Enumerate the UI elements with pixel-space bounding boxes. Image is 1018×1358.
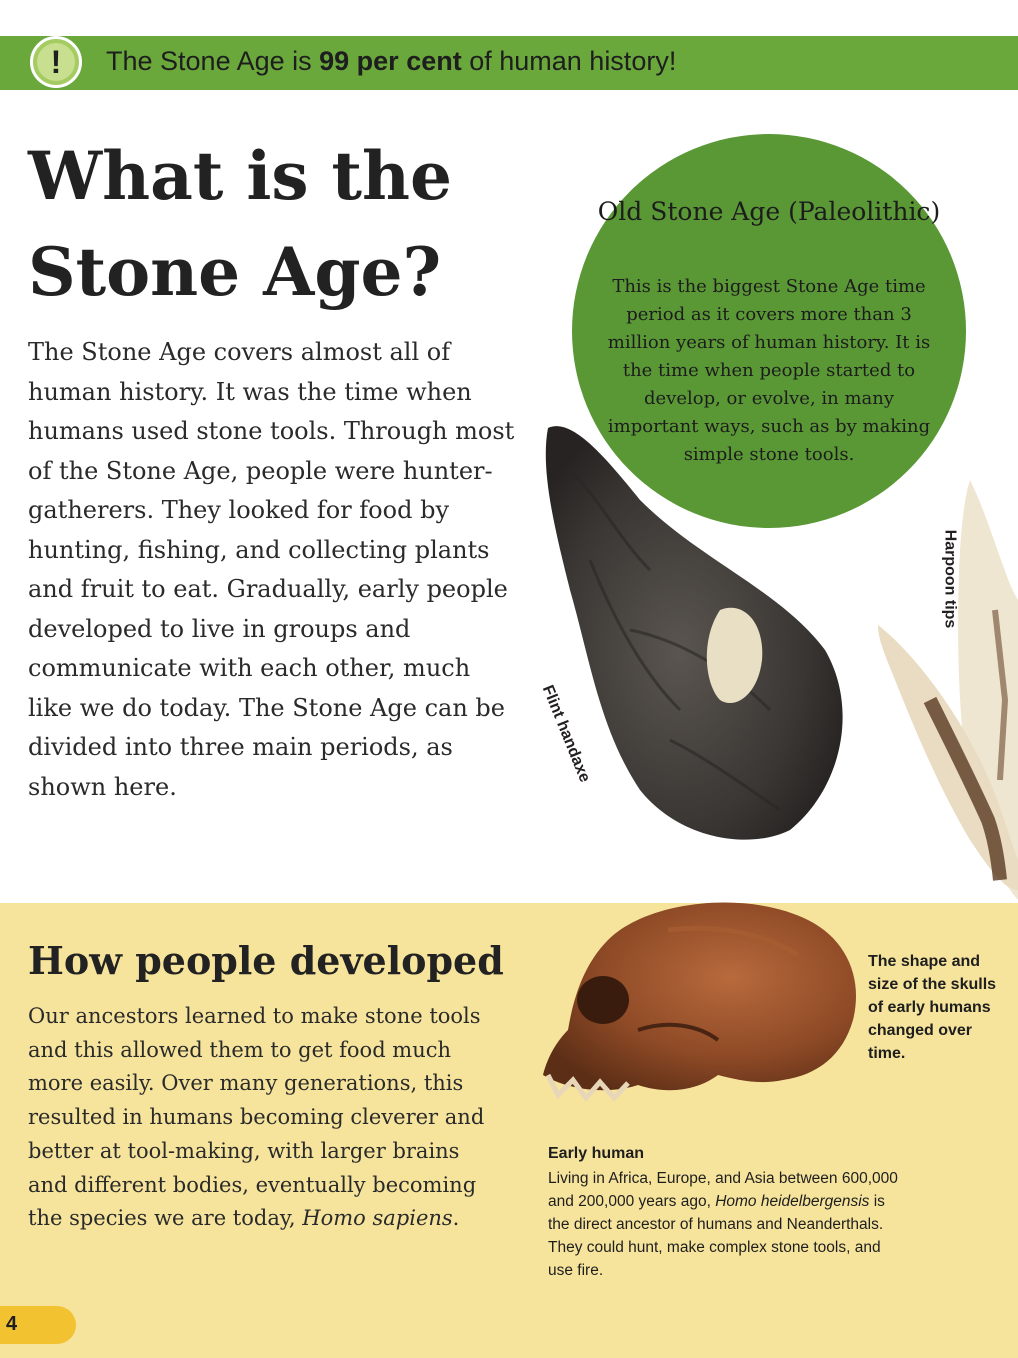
exclamation-icon: !: [30, 36, 82, 88]
page-number-tab: [0, 1306, 76, 1344]
banner-text: The Stone Age is 99 per cent of human history!: [106, 46, 677, 76]
early-human-text: Living in Africa, Europe, and Asia between 600,000 and 200,000 years ago, Homo heidelbergensis is the direct ancestor of humans and Neanderthals. They could hunt, make complex stone tools, and use fire.: [548, 1170, 898, 1279]
early-human-title: Early human: [548, 1145, 645, 1162]
page-title: What is the Stone Age?: [28, 137, 453, 311]
section-heading: How people developed: [28, 938, 504, 983]
intro-paragraph: The Stone Age covers almost all of human history. It was the time when humans used stone tools. Through most of the Stone Age, people were hunter-gatherers. They looked for food by hunting, fishing, and collecting plants and fruit to eat. Gradually, early people developed to live in groups and communicate with each other, much like we do today. The Stone Age can be divided into three main periods, as shown here.: [28, 338, 515, 801]
development-paragraph: Our ancestors learned to make stone tools and this allowed them to get food much more easily. Over many generations, this resulted in humans becoming cleverer and better at tool-making, with larger brains and different bodies, eventually becoming the species we are today, Homo sapiens.: [28, 1004, 485, 1231]
harpoon-tips-image: [870, 460, 1018, 900]
harpoon-tips-label: Harpoon tips: [941, 529, 959, 629]
flint-handaxe-image: [530, 410, 870, 850]
old-stone-age-title: Old Stone Age (Paleolithic): [597, 197, 941, 226]
fact-banner: [0, 36, 1018, 90]
flint-handaxe-label: Flint handaxe: [538, 682, 594, 785]
old-stone-age-text: This is the biggest Stone Age time period as it covers more than 3 million years of human history. It is the time when people started to develop, or evolve, in many important ways, such as by making simple stone tools.: [607, 276, 931, 465]
skull-image: [528, 880, 868, 1110]
page-number: 4: [6, 1313, 18, 1335]
skull-caption: The shape and size of the skulls of early humans changed over time.: [868, 953, 997, 1062]
